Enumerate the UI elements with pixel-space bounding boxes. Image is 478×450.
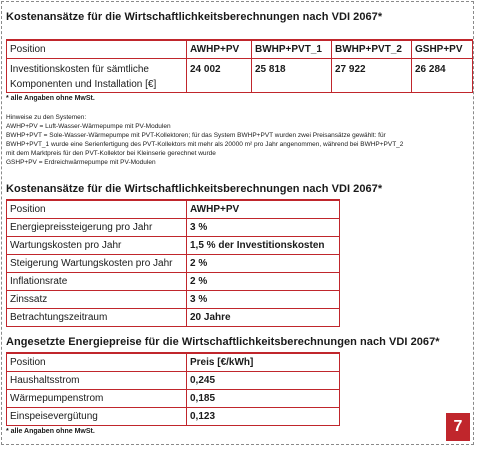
table-row <box>7 218 340 236</box>
note-line: GSHP+PV = Erdreichwärmepumpe mit PV-Modulen <box>6 159 156 166</box>
table-header-row <box>7 40 473 58</box>
table-header-row <box>7 200 340 218</box>
note-line: AWHP+PV = Luft-Wasser-Wärmepumpe mit PV-Modulen <box>6 123 171 130</box>
row-label-line2: Komponenten und Installation [€] <box>10 78 157 90</box>
row-label: Einspeisevergütung <box>7 407 187 425</box>
value-gshp-pv: 26 284 <box>412 58 473 92</box>
row-value: 2 % <box>187 254 340 272</box>
row-value: 3 % <box>187 290 340 308</box>
row-label: Haushaltsstrom <box>7 371 187 389</box>
row-label: Steigerung Wartungskosten pro Jahr <box>7 254 187 272</box>
row-value: 20 Jahre <box>187 308 340 326</box>
row-label <box>7 58 187 92</box>
row-label: Energiepreissteigerung pro Jahr <box>7 218 187 236</box>
table-row <box>7 58 473 92</box>
row-label: Wärmepumpenstrom <box>7 389 187 407</box>
footnote-1: * alle Angaben ohne MwSt. <box>6 95 95 102</box>
header-awhp-pv: AWHP+PV <box>187 40 252 58</box>
header-awhp-pv: AWHP+PV <box>187 200 340 218</box>
row-value: 0,123 <box>187 407 340 425</box>
row-label: Betrachtungszeitraum <box>7 308 187 326</box>
investment-cost-table <box>6 39 473 93</box>
table-row <box>7 254 340 272</box>
note-line: BWHP+PVT_1 wurde eine Serienfertigung des PVT-Kollektors mit mehr als 20000 m² pro Jahr angenommen, während bei BWHP+PVT_2 <box>6 141 404 148</box>
header-gshp-pv: GSHP+PV <box>412 40 473 58</box>
table1-title: Kostenansätze für die Wirtschaftlichkeitsberechnungen nach VDI 2067* <box>6 11 383 23</box>
figure-number-badge: 7 <box>446 413 470 441</box>
table2-title: Kostenansätze für die Wirtschaftlichkeitsberechnungen nach VDI 2067* <box>6 183 383 195</box>
table3-title: Angesetzte Energiepreise für die Wirtschaftlichkeitsberechnungen nach VDI 2067* <box>6 336 440 348</box>
cost-parameters-table <box>6 199 340 327</box>
header-price: Preis [€/kWh] <box>187 353 340 371</box>
table-row <box>7 236 340 254</box>
row-value: 2 % <box>187 272 340 290</box>
row-label: Inflationsrate <box>7 272 187 290</box>
table-row <box>7 290 340 308</box>
value-bwhp-pvt-2: 27 922 <box>332 58 412 92</box>
table-row <box>7 272 340 290</box>
row-value: 0,245 <box>187 371 340 389</box>
table-header-row <box>7 353 340 371</box>
header-position: Position <box>7 200 187 218</box>
row-label-line1: Investitionskosten für sämtliche <box>10 63 149 75</box>
table-row <box>7 389 340 407</box>
table-row <box>7 371 340 389</box>
footnote-2: * alle Angaben ohne MwSt. <box>6 428 95 435</box>
energy-prices-table <box>6 352 340 426</box>
note-line: mit dem Marktpreis für den PVT-Kollektor bei Kleinserie gerechnet wurde <box>6 150 216 157</box>
value-awhp-pv: 24 002 <box>187 58 252 92</box>
header-bwhp-pvt-2: BWHP+PVT_2 <box>332 40 412 58</box>
note-line: BWHP+PVT = Sole-Wasser-Wärmepumpe mit PVT-Kollektoren; für das System BWHP+PVT wurden zwei Preisansätze gewählt: für <box>6 132 386 139</box>
table-row <box>7 407 340 425</box>
header-position: Position <box>7 353 187 371</box>
row-value: 0,185 <box>187 389 340 407</box>
header-bwhp-pvt-1: BWHP+PVT_1 <box>252 40 332 58</box>
system-notes <box>6 113 403 167</box>
row-value: 3 % <box>187 218 340 236</box>
header-position: Position <box>7 40 187 58</box>
notes-heading: Hinweise zu den Systemen: <box>6 114 87 121</box>
row-label: Zinssatz <box>7 290 187 308</box>
value-bwhp-pvt-1: 25 818 <box>252 58 332 92</box>
table-row <box>7 308 340 326</box>
row-value: 1,5 % der Investitionskosten <box>187 236 340 254</box>
row-label: Wartungskosten pro Jahr <box>7 236 187 254</box>
